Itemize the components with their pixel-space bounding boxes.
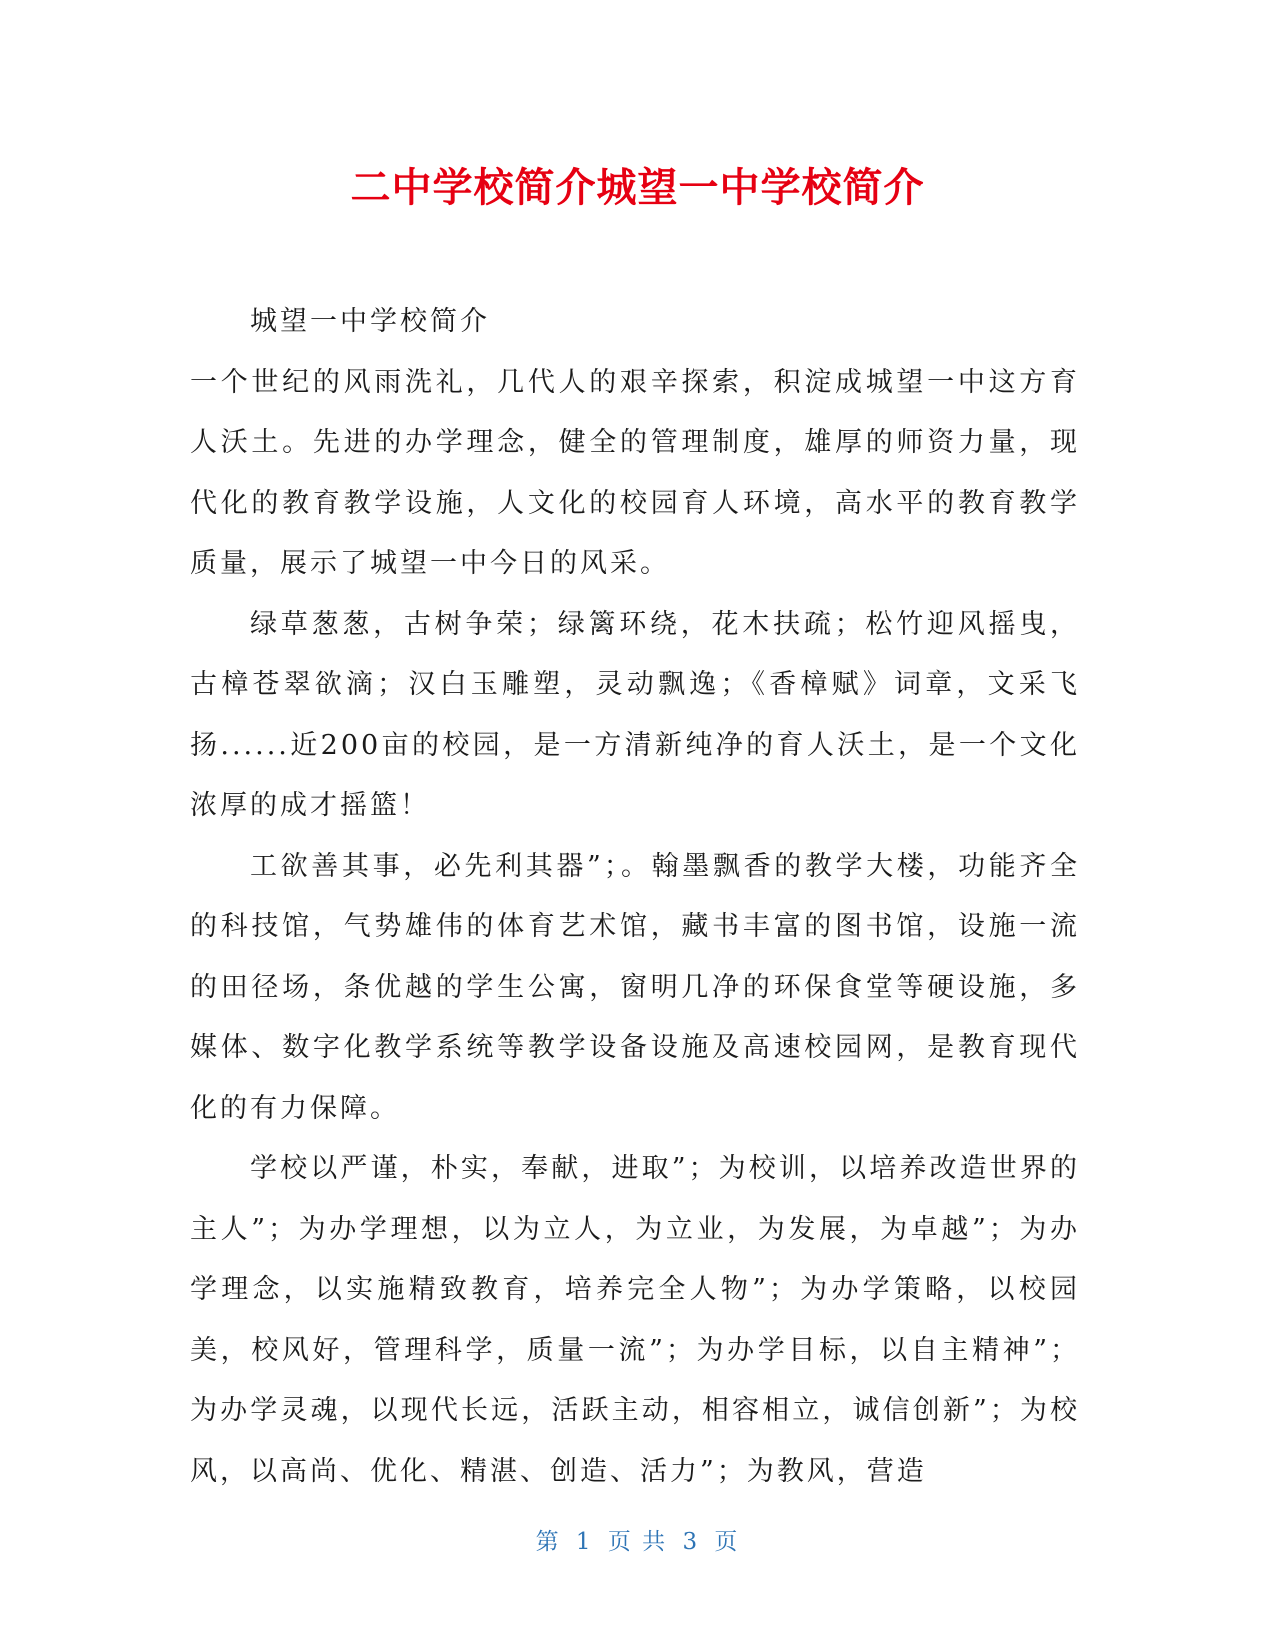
page-footer (0, 1525, 1275, 1559)
footer-total-pages: 3 (682, 1529, 700, 1555)
footer-middle: 页 共 (607, 1529, 668, 1555)
footer-page-number: 1 (575, 1529, 593, 1555)
paragraph-heading: 城望一中学校简介 (250, 306, 490, 337)
document-title: 二中学校简介城望一中学校简介 (350, 165, 925, 211)
footer-suffix: 页 (714, 1529, 740, 1555)
paragraph-intro: 一个世纪的风雨洗礼，几代人的艰辛探索，积淀成城望一中这方育人沃土。先进的办学理念，健全的管理制度，雄厚的师资力量，现代化的教育教学设施，人文化的校园育人环境，高水平的教育教学质量，展示了城望一中今日的风采。 (190, 366, 1080, 579)
paragraph-facilities: 工欲善其事，必先利其器”；。翰墨飘香的教学大楼，功能齐全的科技馆，气势雄伟的体育艺术馆，藏书丰富的图书馆，设施一流的田径场，条优越的学生公寓，窗明几净的环保食堂等硬设施，多媒体、数字化教学系统等教学设备设施及高速校园网，是教育现代化的有力保障。 (190, 850, 1080, 1124)
paragraph-campus: 绿草葱葱，古树争荣；绿篱环绕，花木扶疏；松竹迎风摇曳，古樟苍翠欲滴；汉白玉雕塑，灵动飘逸；《香樟赋》词章，文采飞扬......近200亩的校园，是一方清新纯净的育人沃土，是一个文化浓厚的成才摇篮！ (190, 608, 1080, 821)
document-body (190, 292, 1080, 1502)
footer-prefix: 第 (535, 1529, 561, 1555)
paragraph-motto: 学校以严谨，朴实，奉献，进取”；为校训，以培养改造世界的主人”；为办学理想，以为立人，为立业，为发展，为卓越”；为办学理念，以实施精致教育，培养完全人物”；为办学策略，以校园美，校风好，管理科学，质量一流”；为办学目标，以自主精神”；为办学灵魂，以现代长远，活跃主动，相容相立，诚信创新”；为校风，以高尚、优化、精湛、创造、活力”；为教风，营造 (190, 1153, 1080, 1487)
